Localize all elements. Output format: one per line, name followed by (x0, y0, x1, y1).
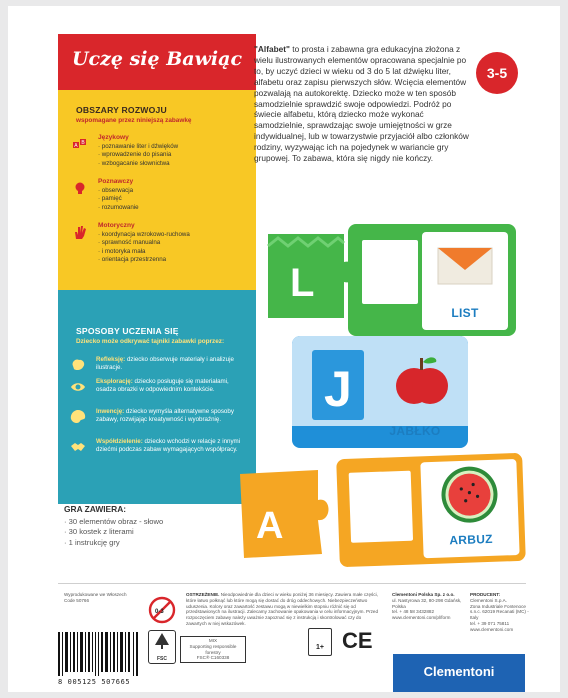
picture-piece-jablko (292, 336, 468, 448)
list-item: · wzbogacanie słownictwa (98, 160, 178, 168)
list-item: · obserwacja (98, 187, 139, 195)
learning-subtitle: Dziecko może odkrywać tajniki zabawki poprzez: (76, 338, 225, 345)
letter-piece-l (264, 228, 360, 324)
product-code: Code 50766 (64, 597, 90, 603)
distributor-phone: tel. + 48 58 3432882 (392, 609, 435, 615)
fsc-code: FSC® C160338 (196, 655, 230, 661)
title-banner (58, 34, 256, 90)
fsc-info (180, 636, 246, 663)
picture-word: JABŁKO (389, 424, 441, 438)
made-in: Wyprodukowane we Włoszech (64, 592, 127, 597)
development-section (58, 90, 256, 290)
picture-word: ARBUZ (449, 531, 494, 548)
development-title: OBSZARY ROZWOJU (76, 105, 167, 115)
area-list (98, 143, 178, 168)
svg-text:J: J (324, 361, 352, 417)
box-contents (64, 504, 163, 548)
letter-piece-a (234, 464, 338, 564)
letter-j-piece (312, 350, 364, 420)
way-name: Eksplorację: (96, 378, 133, 385)
footer-divider (58, 583, 526, 584)
brain-icon (70, 357, 86, 373)
apple-icon (392, 350, 452, 410)
list-item: · rozumowanie (98, 204, 139, 212)
svg-text:L: L (290, 261, 315, 305)
producer-label: PRODUCENT: (470, 592, 501, 597)
area-name: Poznawczy (98, 178, 134, 185)
area-list (98, 187, 139, 212)
handshake-icon (70, 439, 86, 455)
area-name: Motoryczny (98, 222, 135, 229)
list-item: · 1 instrukcję gry (64, 538, 163, 548)
warning-text (186, 592, 378, 627)
description-text: to prosta i zabawna gra edukacyjna złożona z wielu ilustrowanych elementów opracowana specjalnie po to, by uczyć dzieci w wieku od 3 do 5 lat dźwięku liter, alfabetu oraz zapisu pierwszych słów. Wcięcia elementów pozwalają na autokorektę. Dziecko może w ten sposób samodzielnie sprawdzić swoje odpowiedzi. Podróż po świecie alfabetu, którą dziecko może wykonać samodzielnie, sprawdzając swoje umiejętności w grze indywidualnej, lub w towarzystwie przyjaciół albo członków rodziny, wyzywając ich na pojedynek w wariancie gry grupowej. To zabawa, która się nigdy nie kończy. (254, 44, 469, 164)
list-item: · wprowadzenie do pisania (98, 151, 178, 159)
list-item: · orientacja przestrzenna (98, 256, 190, 264)
picture-word: LIST (451, 306, 479, 320)
learning-section (58, 290, 256, 504)
picture-card (422, 232, 508, 330)
fsc-tree-icon (149, 631, 175, 651)
way-description: dziecko obserwuje materiały i analizuje ilustracje. (96, 356, 234, 372)
product-back-panel (8, 6, 560, 692)
way-text (96, 438, 246, 454)
list-item: · 30 elementów obraz - słowo (64, 517, 163, 527)
age-mark-text: 1+ (316, 644, 324, 651)
fsc-mix: MIX (208, 638, 218, 643)
area-list (98, 231, 190, 265)
warning-title: OSTRZEŻENIE. (186, 592, 220, 597)
way-name: Refleksję: (96, 356, 126, 363)
producer-web: www.clementoni.com (470, 626, 514, 632)
warning-body: Nieodpowiednie dla dzieci w wieku poniżej 36 miesięcy. Zawiera małe części, które łatwo połknąć lub które mogą się dostać do dróg oddechowych. Niebezpieczeństwo uduszenia. Kolory oraz zawartość zestawu mogą w niewielkim stopniu różnić się od przedstawionych na ilustracji. Zalecamy zachowanie opakowania w celu informacyjnym. Przed rozpoczęciem zabawy należy uważnie zapoznać się z instrukcją i skontrolować czy do zawartych w niej wskazówek. (186, 592, 379, 626)
way-description: dziecko wymyśla alternatywne sposoby zabawy, rozwijając kreatywność i wyobraźnię. (96, 408, 234, 424)
way-description: dziecko wchodzi w relacje z innymi dziećmi podczas zabaw wymagających współpracy. (96, 438, 241, 454)
producer-address: Zona Industriale Fontenoce s.n.c. 62019 Recanati (MC) - Italy (470, 603, 529, 621)
contents-title: GRA ZAWIERA: (64, 504, 127, 514)
barcode (58, 632, 138, 676)
producer-phone: tel. + 39 071 75811 (470, 620, 510, 626)
envelope-icon (422, 232, 508, 302)
distributor-name: Clementoni Polska Sp. z o.o. (392, 592, 455, 597)
list-item: · koordynacja wzrokowo-ruchowa (98, 231, 190, 239)
list-item: · poznawanie liter i dźwięków (98, 143, 178, 151)
picture-card (420, 459, 519, 558)
list-item: · pamięć (98, 195, 139, 203)
product-description (254, 44, 470, 164)
way-text (96, 356, 246, 372)
palette-icon (70, 409, 86, 425)
series-title: Uczę się Bawiąc (71, 48, 243, 70)
info-panel (58, 34, 256, 504)
age-warning-icon (148, 596, 176, 624)
distributor-web: www.clementoni.com/pl/form (392, 615, 451, 621)
svg-text:B: B (81, 140, 85, 146)
eye-icon (70, 379, 86, 395)
product-name: "Alfabet" (254, 44, 290, 54)
way-name: Inwencję: (96, 408, 125, 415)
way-text (96, 378, 246, 394)
barcode-number: 8 005125 507665 (58, 678, 131, 686)
svg-text:A: A (74, 143, 78, 149)
learning-title: SPOSOBY UCZENIA SIĘ (76, 326, 179, 336)
hand-icon (72, 224, 88, 240)
area-name: Językowy (98, 134, 129, 141)
way-text (96, 408, 246, 424)
distributor-address: ul. Nastyrowa 32, 80-298 Gdańsk, Polska (392, 597, 462, 609)
fsc-label: FSC (157, 656, 167, 662)
contents-list (64, 517, 163, 548)
toy-age-mark (308, 628, 332, 656)
distributor-info (392, 592, 468, 621)
development-subtitle: wspomagane przez niniejszą zabawkę (76, 117, 192, 124)
producer-info (470, 592, 536, 633)
watermelon-icon (420, 459, 518, 530)
letter-slot (362, 240, 418, 304)
lightbulb-icon (72, 180, 88, 196)
letter-slot (349, 471, 413, 543)
origin-info (64, 592, 144, 604)
list-item: · 30 kostek z literami (64, 527, 163, 537)
fsc-text: Supporting responsible forestry (189, 643, 237, 655)
abc-blocks-icon (72, 136, 88, 152)
list-item: · i motoryka mała (98, 248, 190, 256)
age-badge: 3-5 (476, 52, 518, 94)
picture-piece-arbuz (336, 453, 526, 567)
brand-logo (393, 654, 525, 692)
ce-mark: CE (342, 628, 373, 653)
list-item: · sprawność manualna (98, 239, 190, 247)
producer-name: Clementoni S.p.A. (470, 597, 508, 603)
svg-text:0-3: 0-3 (155, 609, 164, 615)
way-description: dziecko posługuje się materiałami, osadza obrazki w odpowiednim kontekście. (96, 378, 229, 394)
svg-text:A: A (256, 505, 284, 547)
brand-name: Clementoni (423, 664, 495, 679)
way-name: Współdzielenie: (96, 438, 143, 445)
picture-piece-list (348, 224, 516, 336)
